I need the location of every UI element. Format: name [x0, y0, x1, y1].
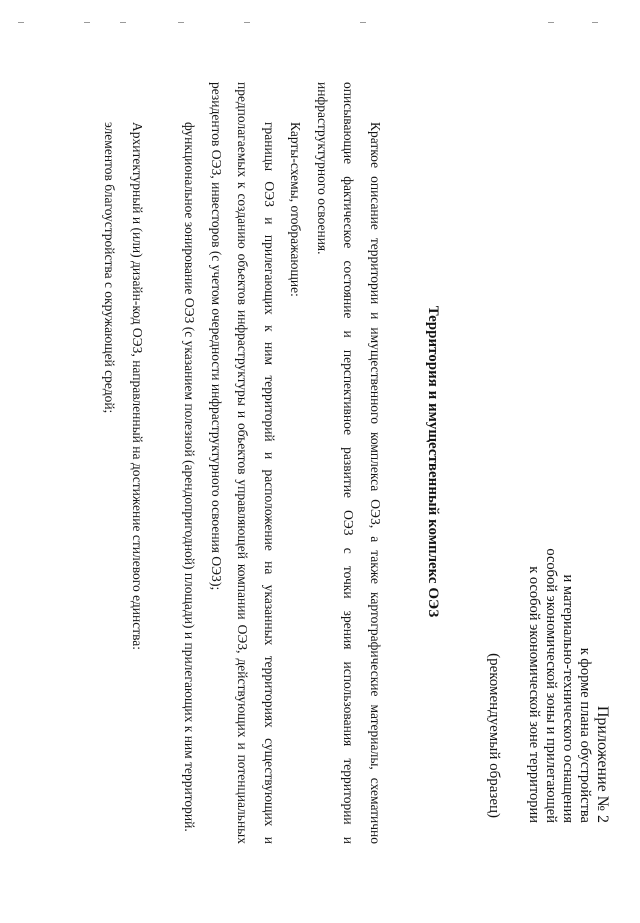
paragraph-boundaries: границы ОЭЗ и прилегающих к ним территорий и расположение на указанных территориях существующих и предполагаемых к созданию объектов инфраструктуры и объектов управляющей компании ОЭЗ, действующих и потенциальных резидентов ОЭЗ, инвесторов (с учетом очередности инфраструктурного освоения ОЭЗ);	[209, 82, 277, 844]
section-title: Территория и имущественный комплекс ОЭЗ	[425, 305, 441, 618]
appendix-line: особой экономической зоны и прилегающей	[543, 548, 559, 823]
appendix-number: Приложение № 2	[594, 705, 611, 823]
paragraph-design-code: Архитектурный и (или) дизайн-код ОЭЗ, направленный на достижение стилевого единства:	[130, 122, 145, 651]
paragraph-zoning: функциональное зонирование ОЭЗ (с указанием полезной (арендопригодной) площади) и прилегающих к ним территорий.	[182, 122, 197, 832]
appendix-line: и материально-технического оснащения	[560, 574, 576, 823]
paragraph-description: Краткое описание территории и имущественного комплекса ОЭЗ, а также картографические материалы, схематично описывающие фактическое состояние и перспективное развитие ОЭЗ с точки зрения использования территории и инфраструктурного освоения.	[315, 82, 383, 844]
appendix-header	[525, 523, 612, 823]
paragraph-landscaping: элементов благоустройства с окружающей средой;	[102, 122, 117, 414]
appendix-line: к особой экономической зоне территории	[526, 566, 542, 823]
paragraph-maps-intro: Карты-схемы, отображающие:	[288, 122, 303, 297]
appendix-line: к форме плана обустройства	[577, 647, 593, 823]
sample-note: (рекомендуемый образец)	[486, 653, 502, 818]
